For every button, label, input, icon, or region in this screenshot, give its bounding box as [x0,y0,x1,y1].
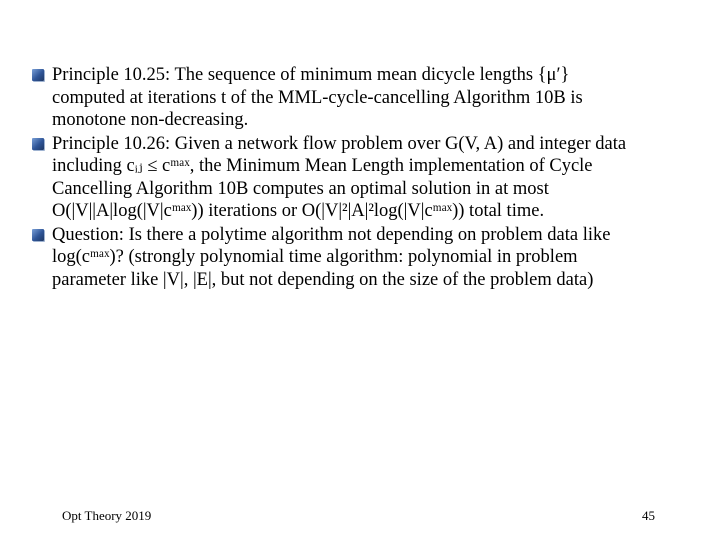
page-number: 45 [642,508,655,523]
text-line: Principle 10.26: Given a network flow problem over G(V, A) and integer data [52,133,627,154]
bullet-list [30,64,690,292]
text-line: parameter like |V|, |E|, but not depending on the size of the problem data) [52,269,594,290]
blue-square-bullet-icon [32,138,44,150]
bullet-principle-10-25 [30,64,690,132]
blue-square-bullet-icon [32,69,44,81]
text-line: including cᵢⱼ ≤ cᵐᵃˣ, the Minimum Mean Length implementation of Cycle [52,156,593,176]
text-line: computed at iterations t of the MML-cycle-cancelling Algorithm 10B is [52,87,583,108]
bullet-principle-10-26 [30,133,690,223]
blue-square-bullet-icon [32,229,44,241]
text-line: monotone non-decreasing. [52,110,249,130]
text-line: O(|V||A|log(|V|cᵐᵃˣ)) iterations or O(|V|²|A|²log(|V|cᵐᵃˣ)) total time. [52,201,545,221]
text-line: Cancelling Algorithm 10B computes an optimal solution in at most [52,178,549,199]
text-line: log(cᵐᵃˣ)? (strongly polynomial time algorithm: polynomial in problem [52,247,578,267]
text-line: Principle 10.25: The sequence of minimum mean dicycle lengths {μ′} [52,65,570,85]
text-line: Question: Is there a polytime algorithm not depending on problem data like [52,224,611,245]
bullet-question [30,224,690,292]
footer-course-label: Opt Theory 2019 [62,508,152,523]
